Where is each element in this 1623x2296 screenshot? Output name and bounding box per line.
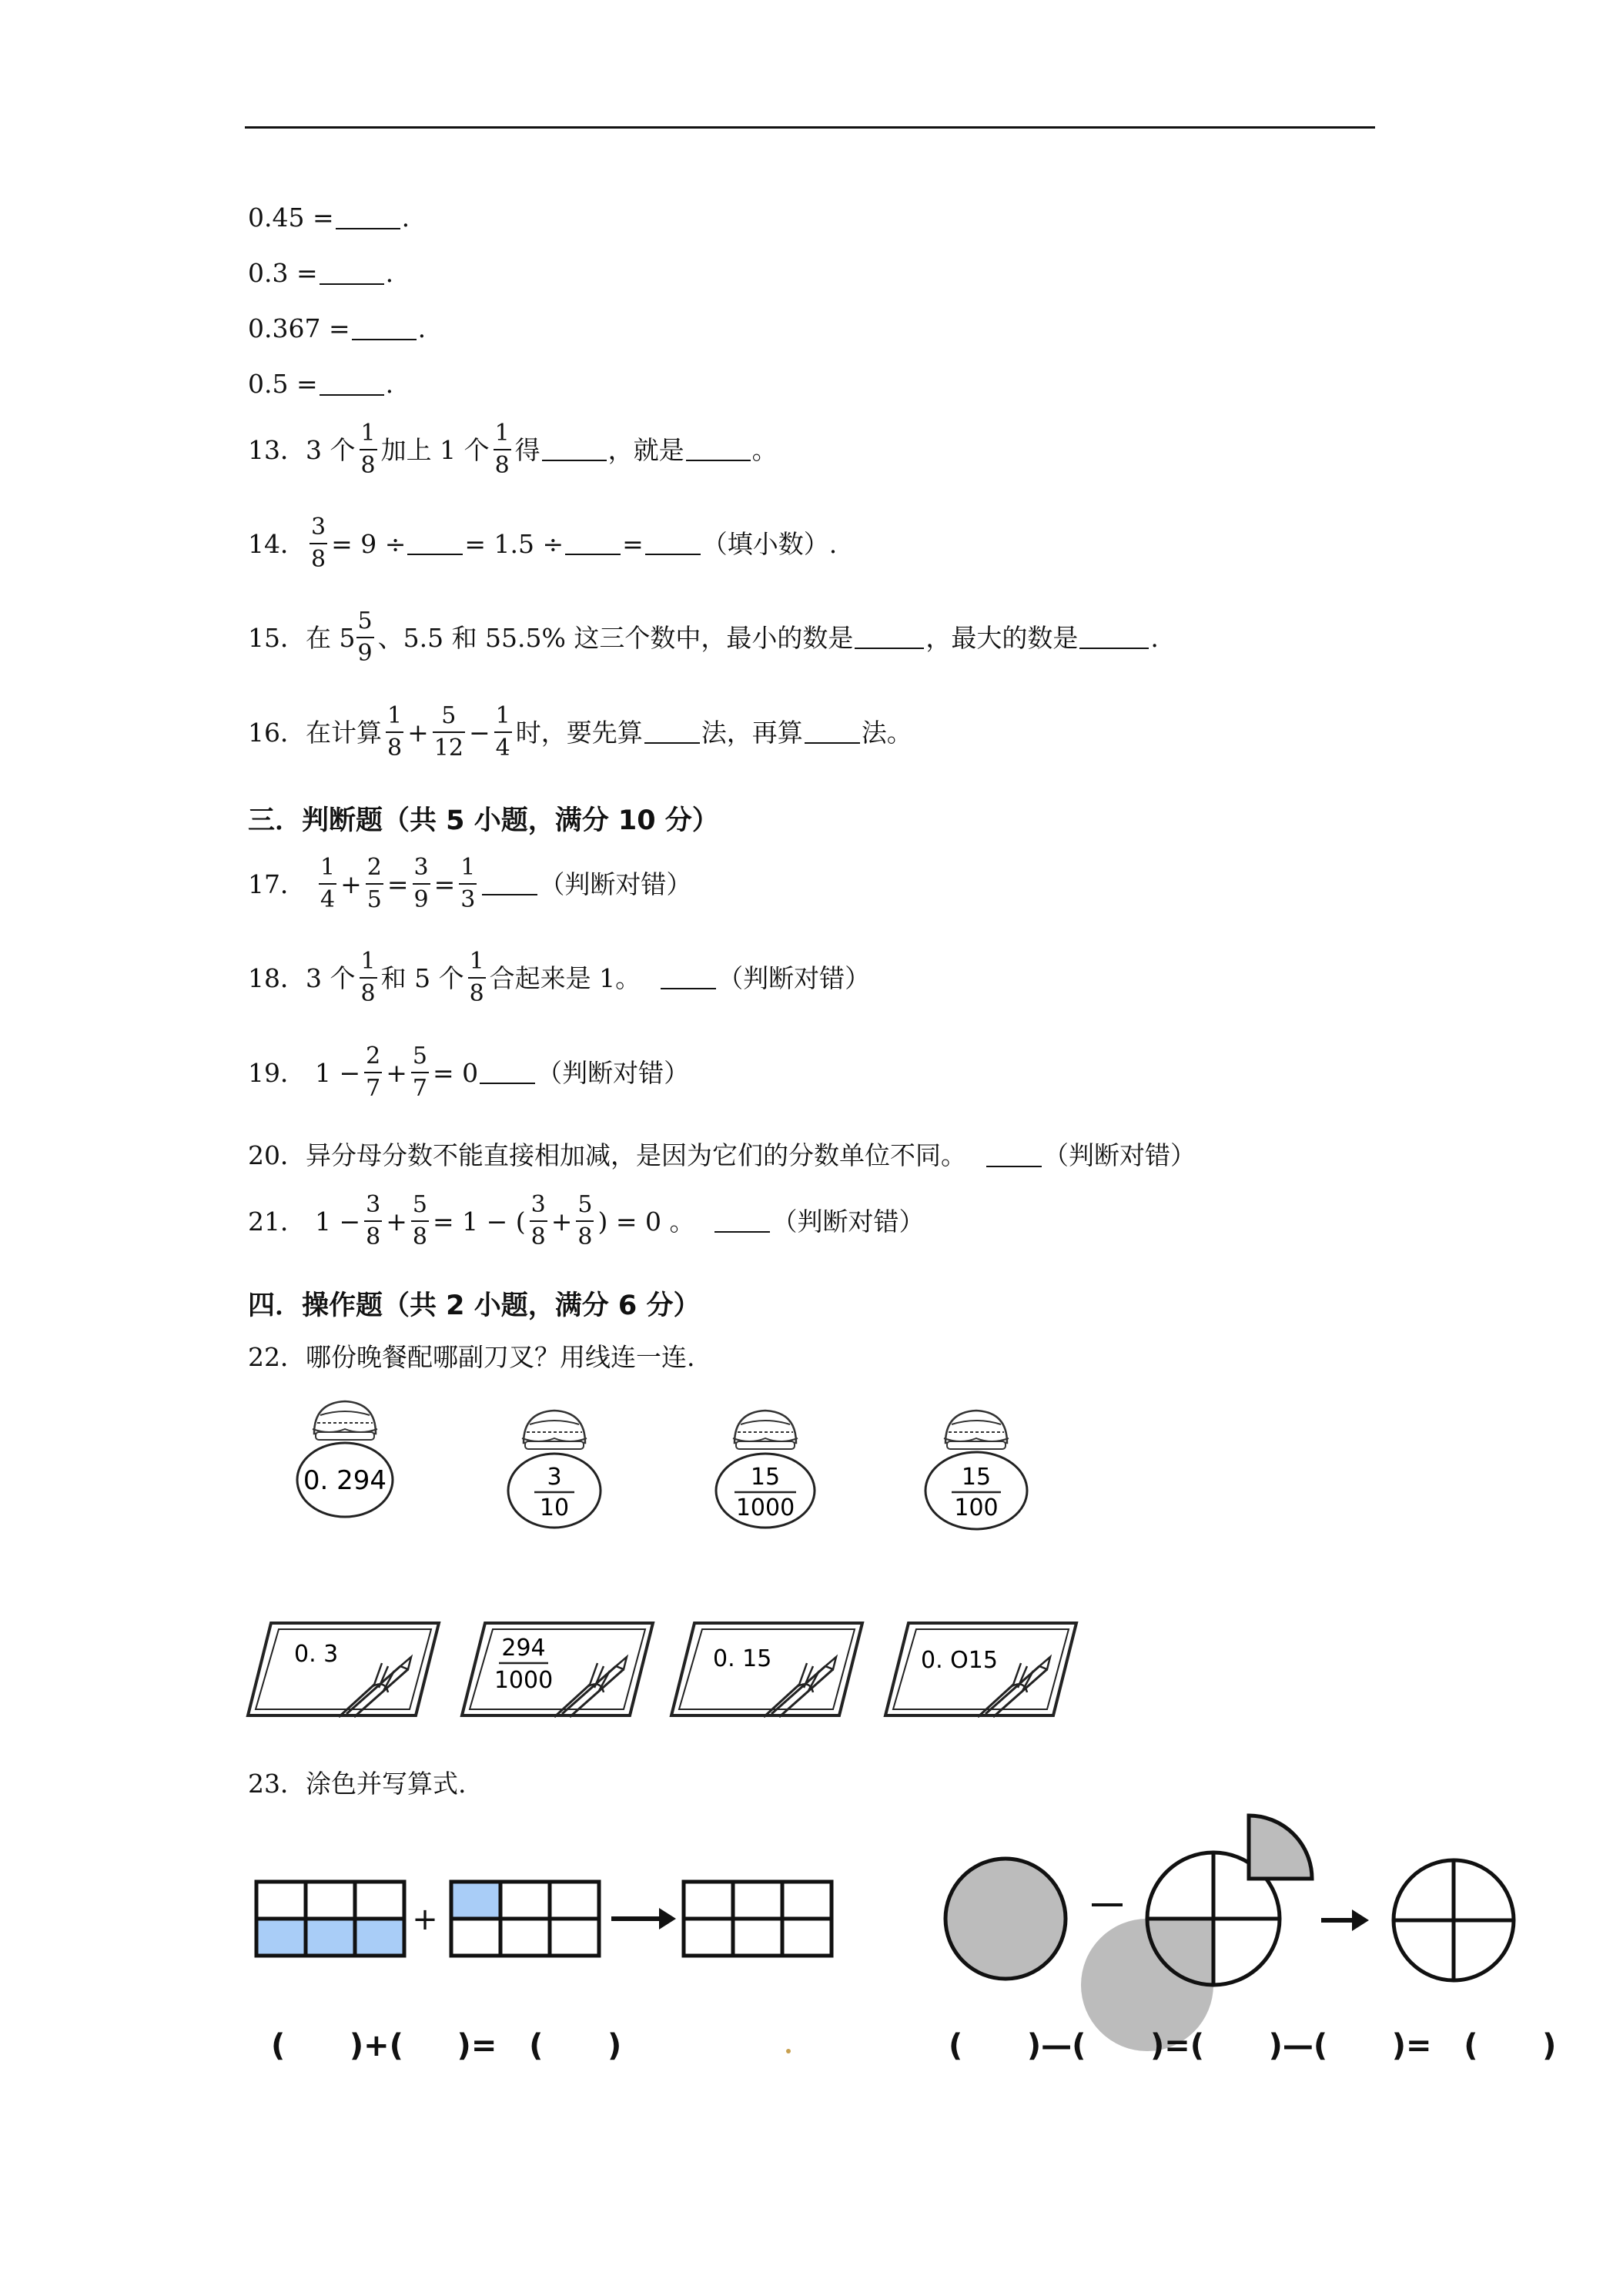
decimal-line-4: 0.5 = . [248,369,394,399]
dot [786,2049,791,2053]
placemat-value: 0. O15 [921,1647,998,1674]
circle-full[interactable] [945,1859,1066,1979]
fraction: $\frac{1}{3}$ [460,854,476,913]
question-15: 15． 在 5 $\frac{5}{9}$ 、5.5 和 55.5% 这三个数中，最小的数是 ，最大的数是 . [248,607,1159,667]
dinner-value-num: 15 [961,1464,992,1491]
dinner-3[interactable] [716,1411,815,1528]
decimal-line-2: 0.3 = . [248,258,394,288]
fraction: $\frac{3}{8}$ [311,514,326,573]
question-14: 14． $\frac{3}{8}$ = 9 ÷ = 1.5 ÷ = （填小数）. [248,514,838,573]
fraction: $\frac{1}{8}$ [494,420,510,479]
dinner-1[interactable] [297,1401,393,1517]
fraction: $\frac{1}{8}$ [387,702,403,761]
question-19: 19． 1 − $\frac{2}{7}$ + $\frac{5}{7}$ = 0 （判断对错） [248,1043,690,1102]
decimal-line-3: 0.367 = . [248,313,427,343]
question-13: 13． 3 个 $\frac{1}{8}$ 加上 1 个 $\frac{1}{8}$ 得 ，就是 。 [248,420,778,479]
question-17: 17． $\frac{1}{4}$ + $\frac{2}{5}$ = $\frac{3}{9}$ = $\frac{1}{3}$ （判断对错） [248,854,692,913]
fraction: $\frac{5}{8}$ [412,1191,427,1250]
question-16: 16． 在计算 $\frac{1}{8}$ + $\frac{5}{12}$ − $\frac{1}{4}$ 时，要先算 法，再算 法。 [248,702,912,761]
placemat-value: 0. 15 [713,1645,772,1672]
fraction: $\frac{1}{8}$ [360,948,376,1007]
rect-grid-2[interactable] [451,1882,599,1956]
fraction: $\frac{5}{7}$ [412,1043,427,1102]
dinner-value-den: 10 [539,1494,570,1521]
fraction: $\frac{5}{12}$ [433,702,463,761]
dinner-value-num: 3 [547,1464,562,1491]
placemat-value: 0. 3 [294,1641,339,1668]
placemat-1[interactable] [248,1623,439,1717]
equation-right[interactable]: ( )—( )=( )—( )= ( ) [949,2028,1557,2063]
section-4-heading: 四．操作题（共 2 小题，满分 6 分） [248,1290,701,1321]
dinner-value-den: 1000 [735,1494,795,1521]
quarter-piece [1249,1816,1312,1879]
fraction: $\frac{5}{8}$ [577,1191,593,1250]
fraction: $\frac{3}{9}$ [413,854,429,913]
fraction: $\frac{1}{8}$ [469,948,484,1007]
dinner-value: 0. 294 [303,1465,387,1496]
dinner-2[interactable] [508,1411,601,1528]
placemat-3[interactable] [671,1623,862,1717]
equation-left[interactable]: ( )+( )= ( ) [271,2028,622,2063]
question-20: 20． 异分母分数不能直接相加减，是因为它们的分数单位不同。 （判断对错） [248,1140,1196,1170]
fraction: $\frac{2}{7}$ [366,1043,381,1102]
question-23: 23． 涂色并写算式. [248,1769,467,1799]
section-3-heading: 三．判断题（共 5 小题，满分 10 分） [248,805,719,836]
burger-icon [944,1411,1009,1449]
placemat-value-num: 294 [501,1635,546,1662]
burger-icon [733,1411,798,1449]
dinner-4[interactable] [925,1411,1027,1529]
burger-icon [313,1401,377,1440]
circle-empty[interactable] [1394,1860,1514,1980]
dinner-value-num: 15 [750,1464,781,1491]
dinner-value-den: 100 [954,1494,999,1521]
fraction: $\frac{1}{4}$ [320,854,336,913]
arrow-right-icon [611,1908,676,1930]
placemat-value-den: 1000 [494,1667,554,1694]
burger-icon [522,1411,587,1449]
fraction: $\frac{2}{5}$ [366,854,382,913]
plus-sign: + [412,1902,438,1937]
circle-three-quarters[interactable] [1081,1816,1312,2051]
placemat-2[interactable] [462,1623,653,1717]
placemat-4[interactable] [885,1623,1076,1717]
fraction: $\frac{3}{8}$ [366,1191,381,1250]
arrow-right-icon [1321,1909,1369,1931]
rect-grid-3[interactable] [684,1882,832,1956]
fraction: $\frac{5}{9}$ [357,607,373,667]
fraction: $\frac{1}{8}$ [360,420,376,479]
fraction: $\frac{1}{4}$ [495,702,510,761]
question-22: 22． 哪份晚餐配哪副刀叉？用线连一连. [248,1342,695,1372]
question-18: 18． 3 个 $\frac{1}{8}$ 和 5 个 $\frac{1}{8}$ 合起来是 1。 （判断对错） [248,948,871,1007]
fraction: $\frac{3}{8}$ [530,1191,546,1250]
rect-grid-1[interactable] [256,1882,404,1956]
question-21: 21． 1 − $\frac{3}{8}$ + $\frac{5}{8}$ = 1 − ( $\frac{3}{8}$ + $\frac{5}{8}$ ) = 0 。 （判断对错） [248,1191,925,1250]
decimal-line-1: 0.45 = . [248,202,410,233]
